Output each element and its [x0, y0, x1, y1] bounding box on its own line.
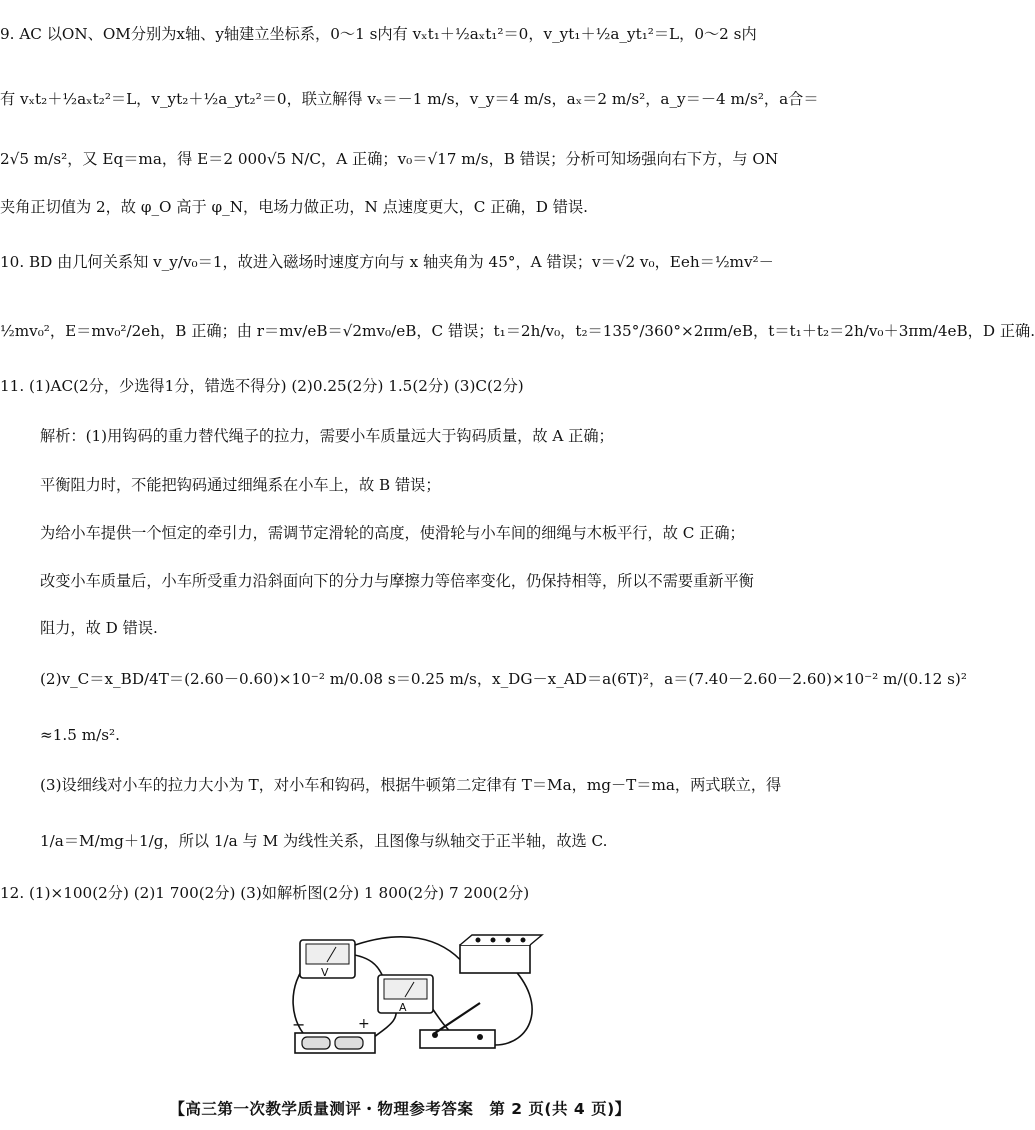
q11-line-5: 改变小车质量后，小车所受重力沿斜面向下的分力与摩擦力等倍率变化，仍保持相等，所以不需要重新平衡 — [40, 572, 754, 590]
battery-minus-label: − — [292, 1015, 306, 1034]
q11-line-8: ≈1.5 m/s². — [40, 726, 120, 744]
q11-line-2: 解析：(1)用钩码的重力替代绳子的拉力，需要小车质量远大于钩码质量，故 A 正确； — [40, 427, 614, 445]
q11-line-6: 阻力，故 D 错误. — [40, 619, 158, 637]
ammeter-label: A — [399, 1001, 407, 1014]
q10-line-1: 10. BD 由几何关系知 v_y/v₀＝1，故进入磁场时速度方向与 x 轴夹角为 45°，A 错误；v＝√2 v₀，Eeh＝½mv²－ — [0, 253, 774, 271]
q9-line-3: 2√5 m/s²，又 Eq＝ma，得 E＝2 000√5 N/C，A 正确；v₀＝√17 m/s，B 错误；分析可知场强向右下方，与 ON — [0, 150, 779, 168]
q11-line-9: (3)设细线对小车的拉力大小为 T，对小车和钩码，根据牛顿第二定律有 T＝Ma，mg－T＝ma，两式联立，得 — [40, 776, 782, 794]
q11-line-4: 为给小车提供一个恒定的牵引力，需调节定滑轮的高度，使滑轮与小车间的细绳与木板平行，故 C 正确； — [40, 524, 745, 542]
q11-line-1: 11. (1)AC(2分，少选得1分，错选不得分) (2)0.25(2分) 1.5(2分) (3)C(2分) — [0, 377, 524, 395]
battery-plus-label: + — [358, 1016, 370, 1032]
battery-icon — [292, 1015, 375, 1053]
q12-line-1: 12. (1)×100(2分) (2)1 700(2分) (3)如解析图(2分) 1 800(2分) 7 200(2分) — [0, 884, 530, 902]
voltmeter-label: V — [321, 966, 329, 979]
voltmeter-icon — [300, 940, 355, 979]
wire-right — [495, 965, 532, 1045]
q10-line-2: ½mv₀²，E＝mv₀²/2eh，B 正确；由 r＝mv/eB＝√2mv₀/eB，C 错误；t₁＝2h/v₀，t₂＝135°/360°×2πm/eB，t＝t₁＋t₂＝2h/v₀＋3πm/4eB，D 正确. — [0, 322, 1035, 340]
q11-line-10: 1/a＝M/mg＋1/g，所以 1/a 与 M 为线性关系，且图像与纵轴交于正半轴，故选 C. — [40, 832, 608, 850]
q9-line-4: 夹角正切值为 2，故 φ_O 高于 φ_N，电场力做正功，N 点速度更大，C 正确，D 错误. — [0, 198, 589, 216]
q9-line-2: 有 vₓt₂＋½aₓt₂²＝L，v_yt₂＋½a_yt₂²＝0，联立解得 vₓ＝－1 m/s，v_y＝4 m/s，aₓ＝2 m/s²，a_y＝－4 m/s²，a合＝ — [0, 90, 819, 108]
circuit-figure — [280, 925, 540, 1075]
q9-line-1: 9. AC 以ON、OM分别为x轴、y轴建立坐标系，0～1 s内有 vₓt₁＋½aₓt₁²＝0，v_yt₁＋½a_yt₁²＝L，0～2 s内 — [0, 25, 757, 43]
circuit-diagram — [280, 925, 540, 1075]
page-footer: 【高三第一次教学质量测评・物理参考答案 第 2 页(共 4 页)】 — [169, 1100, 631, 1118]
ammeter-icon — [378, 975, 433, 1014]
q11-line-3: 平衡阻力时，不能把钩码通过细绳系在小车上，故 B 错误； — [40, 476, 441, 494]
q11-line-7: (2)v_C＝x_BD/4T＝(2.60－0.60)×10⁻² m/0.08 s＝0.25 m/s，x_DG－x_AD＝a(6T)²，a＝(7.40－2.60－2.60)×10⁻² m/(0.12 s)² — [40, 670, 967, 688]
resistance-box-icon — [460, 935, 542, 973]
